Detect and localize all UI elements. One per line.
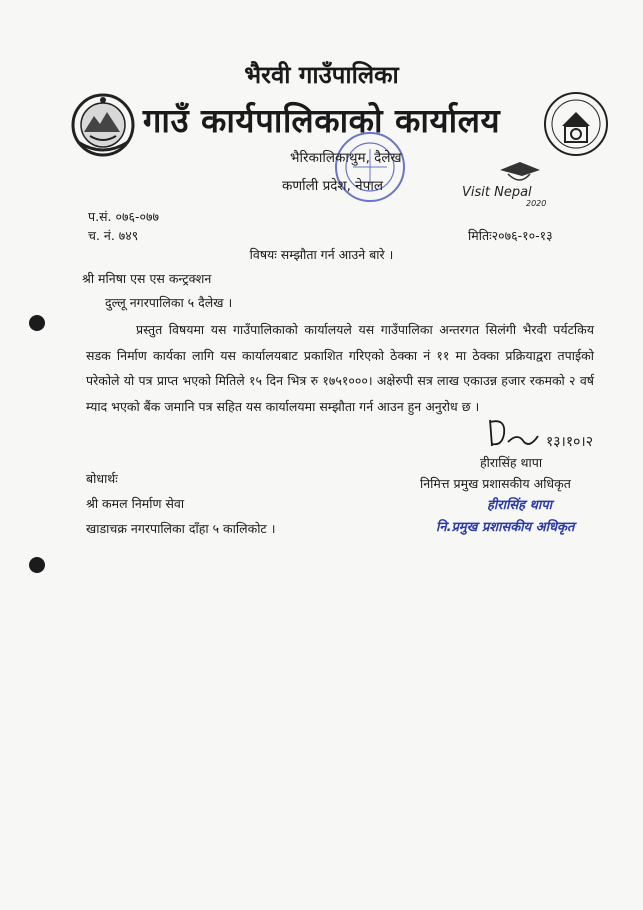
signatory-title: निमित्त प्रमुख प्रशासकीय अधिकृत	[420, 476, 571, 491]
cc-item: खाडाचक्र नगरपालिका दाँहा ५ कालिकोट ।	[86, 521, 276, 536]
dispatch-number: च. नं. ७४९	[88, 228, 139, 243]
signature-date: १३।१०।२	[546, 434, 594, 450]
visit-nepal-logo-icon	[460, 160, 570, 210]
stamp-signatory-title: नि.प्रमुख प्रशासकीय अधिकृत	[436, 520, 575, 535]
punch-hole	[29, 315, 45, 331]
recipient-address: दुल्लू नगरपालिका ५ दैलेख ।	[105, 295, 233, 310]
punch-hole	[29, 557, 45, 573]
stamp-signatory-name: हीरासिंह थापा	[487, 498, 552, 513]
letter-date: मितिः२०७६-१०-१३	[468, 228, 553, 243]
address-line-1: भैरिकालिकाथुम, दैलेख	[290, 150, 402, 166]
recipient-name: श्री मनिषा एस एस कन्ट्रक्शन	[82, 271, 212, 286]
municipality-name: भैरवी गाउँपालिका	[244, 61, 399, 89]
fiscal-year: प.सं. ०७६-०७७	[88, 209, 159, 224]
address-line-2: कर्णाली प्रदेश, नेपाल	[282, 178, 383, 194]
office-title: गाउँ कार्यपालिकाको कार्यालय	[142, 101, 501, 140]
signature-icon	[484, 412, 614, 457]
visit-nepal-year: 2020	[526, 199, 547, 208]
cc-heading: बोधार्थः	[86, 471, 118, 486]
visit-nepal-text: Visit Nepal	[462, 185, 532, 200]
letter-body: प्रस्तुत विषयमा यस गाउँपालिकाको कार्यालयले यस गाउँपालिका अन्तरगत सिलंगी भैरवी पर्यटकिय सडक निर्माण कार्यका लागि यस कार्यालयबाट प्रकाशित गरिएको ठेक्का नं ११ मा ठेक्का प्रक्रियाद्वरा तपाईको परेकोले यो पत्र प्राप्त भएको मितिले १५ दिन भित्र रु १७५१०००। अक्षेरुपी सत्र लाख एकाउन्न हजार रकमको २ वर्ष म्याद भएको बैंक जमानि पत्र सहित यस कार्यालयमा सम्झौता गर्न आउन हुन अनुरोध छ ।	[86, 322, 594, 414]
cc-item: श्री कमल निर्माण सेवा	[86, 496, 185, 511]
subject-line: विषयः सम्झौता गर्न आउने बारे ।	[249, 247, 394, 262]
signatory-name: हीरासिंह थापा	[480, 455, 543, 470]
